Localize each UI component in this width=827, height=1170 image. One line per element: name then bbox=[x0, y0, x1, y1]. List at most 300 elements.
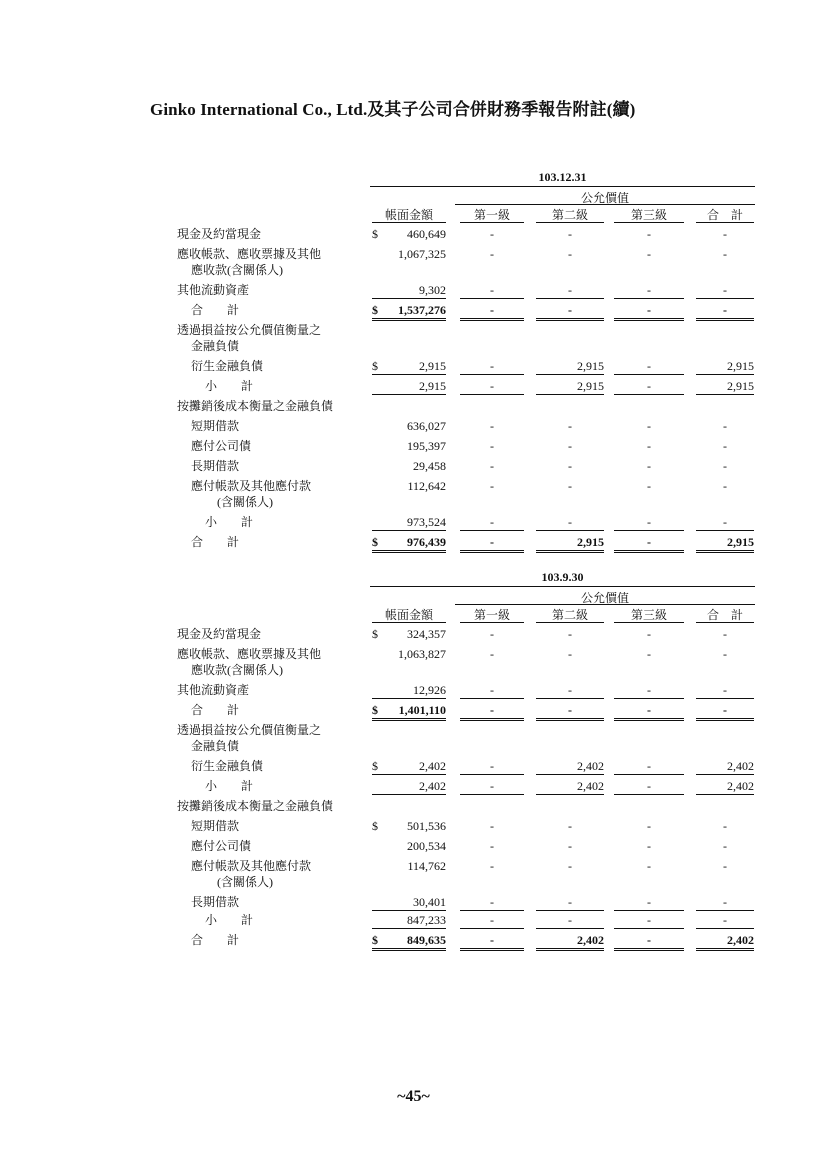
cell-value: - bbox=[490, 227, 494, 241]
row-label-line: 按攤銷後成本衡量之金融負債 bbox=[177, 399, 334, 413]
level2-cell bbox=[536, 534, 604, 553]
cell-value: - bbox=[568, 819, 572, 833]
cell-value: 2,915 bbox=[727, 359, 754, 373]
cell-value: - bbox=[647, 479, 651, 493]
cell-value: - bbox=[723, 819, 727, 833]
cell-value: - bbox=[568, 683, 572, 697]
row-label-line: 應付公司債 bbox=[191, 439, 252, 453]
level3-cell bbox=[614, 358, 684, 375]
cell-value: 1,067,325 bbox=[398, 247, 446, 261]
table-row bbox=[0, 226, 827, 244]
row-label-line: 小 計 bbox=[205, 379, 254, 393]
row-label-line: 應付公司債 bbox=[191, 839, 252, 853]
carrying-amount-cell bbox=[372, 626, 446, 642]
fair-value-rule bbox=[455, 604, 755, 605]
table-row bbox=[0, 682, 827, 700]
cell-value: - bbox=[647, 247, 651, 261]
cell-value: - bbox=[723, 859, 727, 873]
cell-value: 501,536 bbox=[407, 819, 446, 833]
level3-header: 第三級 bbox=[614, 608, 684, 623]
carrying-amount-cell bbox=[372, 912, 446, 929]
row-label bbox=[191, 302, 239, 318]
level2-cell bbox=[536, 282, 604, 299]
cell-value: - bbox=[647, 647, 651, 661]
level2-cell bbox=[536, 358, 604, 375]
level2-cell bbox=[536, 682, 604, 699]
level3-cell bbox=[614, 302, 684, 321]
level3-cell bbox=[614, 778, 684, 795]
level3-cell bbox=[614, 418, 684, 434]
row-label-line: 合 計 bbox=[191, 303, 240, 317]
table-row bbox=[0, 398, 827, 416]
level2-cell bbox=[536, 912, 604, 929]
level3-cell bbox=[614, 458, 684, 474]
table-row bbox=[0, 626, 827, 644]
level1-header: 第一級 bbox=[460, 208, 524, 223]
currency-symbol: $ bbox=[372, 759, 378, 773]
table-date: 103.9.30 bbox=[541, 570, 584, 584]
level1-cell bbox=[460, 478, 524, 494]
row-label-line: 小 計 bbox=[205, 913, 254, 927]
row-label bbox=[177, 322, 321, 354]
carrying-amount-cell bbox=[372, 438, 446, 454]
level3-cell bbox=[614, 226, 684, 242]
cell-value: - bbox=[490, 303, 494, 317]
level1-cell bbox=[460, 302, 524, 321]
cell-value: - bbox=[647, 627, 651, 641]
cell-value: - bbox=[490, 419, 494, 433]
total-cell bbox=[696, 818, 754, 834]
total-cell bbox=[696, 702, 754, 721]
table-row bbox=[0, 646, 827, 677]
table-row bbox=[0, 858, 827, 889]
total-cell bbox=[696, 778, 754, 795]
cell-value: - bbox=[723, 839, 727, 853]
level1-cell bbox=[460, 226, 524, 242]
cell-value: 2,402 bbox=[577, 759, 604, 773]
total-cell bbox=[696, 246, 754, 262]
row-label-line: 合 計 bbox=[191, 703, 240, 717]
currency-symbol: $ bbox=[372, 627, 378, 641]
row-label bbox=[177, 398, 333, 414]
row-label-line: 應收款(含關係人) bbox=[191, 263, 283, 277]
cell-value: - bbox=[723, 247, 727, 261]
level2-cell bbox=[536, 246, 604, 262]
level1-cell bbox=[460, 912, 524, 929]
cell-value: - bbox=[647, 683, 651, 697]
level3-cell bbox=[614, 478, 684, 494]
row-label bbox=[191, 358, 263, 374]
level3-cell bbox=[614, 682, 684, 699]
carrying-amount-cell bbox=[372, 378, 446, 395]
table-date: 103.12.31 bbox=[538, 170, 587, 184]
level3-cell bbox=[614, 932, 684, 951]
row-label bbox=[191, 838, 251, 854]
table-row bbox=[0, 458, 827, 476]
row-label bbox=[191, 438, 251, 454]
cell-value: - bbox=[647, 779, 651, 793]
carrying-amount-cell bbox=[372, 246, 446, 262]
row-label-line: 按攤銷後成本衡量之金融負債 bbox=[177, 799, 334, 813]
table-row bbox=[0, 778, 827, 796]
level1-cell bbox=[460, 818, 524, 834]
table-row bbox=[0, 702, 827, 720]
cell-value: - bbox=[568, 419, 572, 433]
currency-symbol: $ bbox=[372, 535, 378, 549]
cell-value: - bbox=[568, 859, 572, 873]
total-cell bbox=[696, 912, 754, 929]
cell-value: 2,402 bbox=[577, 933, 604, 947]
currency-symbol: $ bbox=[372, 227, 378, 241]
level2-cell bbox=[536, 418, 604, 434]
carrying-amount-cell bbox=[372, 858, 446, 874]
cell-value: - bbox=[723, 479, 727, 493]
row-label-line: 應付帳款及其他應付款 bbox=[191, 479, 312, 493]
cell-value: - bbox=[723, 515, 727, 529]
cell-value: - bbox=[490, 439, 494, 453]
level3-cell bbox=[614, 626, 684, 642]
cell-value: - bbox=[647, 703, 651, 717]
level1-cell bbox=[460, 514, 524, 531]
carrying-amount-cell bbox=[372, 358, 446, 375]
level1-cell bbox=[460, 458, 524, 474]
table-row bbox=[0, 932, 827, 950]
level2-cell bbox=[536, 894, 604, 911]
row-label bbox=[191, 534, 239, 550]
row-label-line: 長期借款 bbox=[191, 895, 240, 909]
cell-value: - bbox=[647, 759, 651, 773]
level2-cell bbox=[536, 778, 604, 795]
table-row bbox=[0, 358, 827, 376]
cell-value: 2,915 bbox=[577, 359, 604, 373]
table-row bbox=[0, 378, 827, 396]
row-label-line: 應收帳款、應收票據及其他 bbox=[177, 647, 322, 661]
cell-value: - bbox=[568, 303, 572, 317]
cell-value: - bbox=[568, 839, 572, 853]
cell-value: - bbox=[647, 439, 651, 453]
level3-cell bbox=[614, 702, 684, 721]
level3-cell bbox=[614, 758, 684, 775]
cell-value: - bbox=[647, 839, 651, 853]
row-label bbox=[177, 722, 321, 754]
level1-cell bbox=[460, 418, 524, 434]
carrying-amount-cell bbox=[372, 932, 446, 951]
cell-value: - bbox=[723, 419, 727, 433]
table-row bbox=[0, 322, 827, 353]
table-row bbox=[0, 818, 827, 836]
carrying-amount-cell bbox=[372, 418, 446, 434]
table-row bbox=[0, 534, 827, 552]
level1-cell bbox=[460, 534, 524, 553]
level2-cell bbox=[536, 226, 604, 242]
row-label-line: 長期借款 bbox=[191, 459, 240, 473]
table-row bbox=[0, 302, 827, 320]
level1-cell bbox=[460, 626, 524, 642]
level1-cell bbox=[460, 838, 524, 854]
row-label bbox=[177, 798, 333, 814]
level2-cell bbox=[536, 302, 604, 321]
cell-value: 2,402 bbox=[419, 759, 446, 773]
cell-value: 636,027 bbox=[407, 419, 446, 433]
cell-value: - bbox=[568, 439, 572, 453]
carrying-amount-cell bbox=[372, 818, 446, 834]
level1-cell bbox=[460, 858, 524, 874]
row-label-line: 短期借款 bbox=[191, 819, 240, 833]
cell-value: - bbox=[647, 819, 651, 833]
row-label bbox=[191, 932, 239, 948]
level2-cell bbox=[536, 514, 604, 531]
cell-value: - bbox=[568, 247, 572, 261]
row-label bbox=[177, 646, 321, 678]
level3-cell bbox=[614, 534, 684, 553]
level1-cell bbox=[460, 378, 524, 395]
row-label bbox=[205, 778, 253, 794]
cell-value: - bbox=[490, 359, 494, 373]
cell-value: - bbox=[647, 303, 651, 317]
carrying-amount-cell bbox=[372, 226, 446, 242]
row-label-line: 金融負債 bbox=[191, 339, 240, 353]
row-label bbox=[177, 226, 261, 242]
fair-value-header: 公允價值 bbox=[580, 191, 629, 205]
level3-cell bbox=[614, 646, 684, 662]
cell-value: - bbox=[490, 779, 494, 793]
level3-cell bbox=[614, 438, 684, 454]
cell-value: 195,397 bbox=[407, 439, 446, 453]
level3-cell bbox=[614, 838, 684, 854]
page-number: ~45~ bbox=[397, 1088, 430, 1105]
carrying-amount-cell bbox=[372, 682, 446, 699]
cell-value: - bbox=[723, 627, 727, 641]
row-label bbox=[177, 626, 261, 642]
cell-value: 324,357 bbox=[407, 627, 446, 641]
cell-value: 200,534 bbox=[407, 839, 446, 853]
total-cell bbox=[696, 226, 754, 242]
total-header: 合 計 bbox=[696, 608, 754, 623]
table-row bbox=[0, 722, 827, 753]
row-label-line: 衍生金融負債 bbox=[191, 359, 264, 373]
level1-header: 第一級 bbox=[460, 608, 524, 623]
total-cell bbox=[696, 458, 754, 474]
total-cell bbox=[696, 838, 754, 854]
row-label-line: 合 計 bbox=[191, 535, 240, 549]
row-label bbox=[205, 912, 253, 928]
cell-value: - bbox=[647, 933, 651, 947]
level1-cell bbox=[460, 682, 524, 699]
carrying-amount-cell bbox=[372, 534, 446, 553]
table-row bbox=[0, 798, 827, 816]
cell-value: 2,915 bbox=[727, 535, 754, 549]
level1-cell bbox=[460, 282, 524, 299]
cell-value: - bbox=[723, 283, 727, 297]
level1-cell bbox=[460, 758, 524, 775]
row-label-line: 現金及約當現金 bbox=[177, 627, 262, 641]
total-cell bbox=[696, 282, 754, 299]
cell-value: - bbox=[647, 859, 651, 873]
page-title: Ginko International Co., Ltd.及其子公司合併財務季報告附註(續) bbox=[150, 100, 636, 119]
carrying-amount-header: 帳面金額 bbox=[372, 208, 446, 223]
row-label bbox=[177, 682, 249, 698]
cell-value: 976,439 bbox=[407, 535, 446, 549]
table-row bbox=[0, 246, 827, 277]
cell-value: - bbox=[568, 479, 572, 493]
currency-symbol: $ bbox=[372, 819, 378, 833]
cell-value: 2,402 bbox=[577, 779, 604, 793]
header-rule bbox=[370, 186, 755, 187]
row-label-line: 其他流動資產 bbox=[177, 683, 250, 697]
cell-value: 2,402 bbox=[727, 759, 754, 773]
total-cell bbox=[696, 302, 754, 321]
row-label-line: 衍生金融負債 bbox=[191, 759, 264, 773]
cell-value: - bbox=[723, 439, 727, 453]
row-label bbox=[205, 378, 253, 394]
level2-cell bbox=[536, 458, 604, 474]
level2-header: 第二級 bbox=[536, 608, 604, 623]
level3-header: 第三級 bbox=[614, 208, 684, 223]
total-cell bbox=[696, 534, 754, 553]
row-label-line: 透過損益按公允價值衡量之 bbox=[177, 723, 322, 737]
carrying-amount-cell bbox=[372, 302, 446, 321]
level2-cell bbox=[536, 478, 604, 494]
cell-value: - bbox=[490, 627, 494, 641]
cell-value: - bbox=[490, 759, 494, 773]
cell-value: - bbox=[647, 283, 651, 297]
level1-cell bbox=[460, 646, 524, 662]
cell-value: - bbox=[723, 227, 727, 241]
cell-value: - bbox=[568, 459, 572, 473]
row-label bbox=[191, 758, 263, 774]
cell-value: - bbox=[568, 283, 572, 297]
cell-value: - bbox=[568, 647, 572, 661]
total-cell bbox=[696, 894, 754, 911]
cell-value: - bbox=[568, 913, 572, 927]
row-label-line: 現金及約當現金 bbox=[177, 227, 262, 241]
carrying-amount-cell bbox=[372, 702, 446, 721]
total-cell bbox=[696, 758, 754, 775]
carrying-amount-cell bbox=[372, 458, 446, 474]
table-row bbox=[0, 838, 827, 856]
cell-value: - bbox=[490, 647, 494, 661]
cell-value: - bbox=[490, 703, 494, 717]
row-label-line: 短期借款 bbox=[191, 419, 240, 433]
row-label bbox=[177, 282, 249, 298]
cell-value: 2,915 bbox=[577, 379, 604, 393]
level3-cell bbox=[614, 378, 684, 395]
cell-value: 2,402 bbox=[727, 779, 754, 793]
cell-value: - bbox=[568, 227, 572, 241]
total-header: 合 計 bbox=[696, 208, 754, 223]
cell-value: - bbox=[647, 419, 651, 433]
row-label bbox=[205, 514, 253, 530]
cell-value: - bbox=[647, 895, 651, 909]
cell-value: - bbox=[490, 535, 494, 549]
cell-value: - bbox=[647, 459, 651, 473]
row-label-line: 應收帳款、應收票據及其他 bbox=[177, 247, 322, 261]
cell-value: - bbox=[647, 379, 651, 393]
row-label-line: 應付帳款及其他應付款 bbox=[191, 859, 312, 873]
cell-value: - bbox=[490, 683, 494, 697]
carrying-amount-header: 帳面金額 bbox=[372, 608, 446, 623]
row-label-line: (含關係人) bbox=[205, 875, 273, 889]
table-row bbox=[0, 912, 827, 930]
cell-value: 112,642 bbox=[407, 479, 446, 493]
table-row bbox=[0, 894, 827, 912]
level2-cell bbox=[536, 932, 604, 951]
cell-value: 12,926 bbox=[413, 683, 446, 697]
cell-value: - bbox=[490, 515, 494, 529]
level2-cell bbox=[536, 646, 604, 662]
row-label-line: 小 計 bbox=[205, 515, 254, 529]
cell-value: 973,524 bbox=[407, 515, 446, 529]
currency-symbol: $ bbox=[372, 359, 378, 373]
cell-value: 2,402 bbox=[419, 779, 446, 793]
cell-value: - bbox=[647, 359, 651, 373]
total-cell bbox=[696, 626, 754, 642]
total-cell bbox=[696, 478, 754, 494]
cell-value: - bbox=[490, 933, 494, 947]
cell-value: - bbox=[490, 859, 494, 873]
cell-value: 460,649 bbox=[407, 227, 446, 241]
cell-value: 2,915 bbox=[419, 379, 446, 393]
level3-cell bbox=[614, 894, 684, 911]
cell-value: - bbox=[647, 227, 651, 241]
carrying-amount-cell bbox=[372, 282, 446, 299]
cell-value: - bbox=[490, 839, 494, 853]
currency-symbol: $ bbox=[372, 303, 378, 317]
cell-value: - bbox=[490, 283, 494, 297]
level2-header: 第二級 bbox=[536, 208, 604, 223]
row-label-line: 應收款(含關係人) bbox=[191, 663, 283, 677]
row-label bbox=[191, 458, 239, 474]
level1-cell bbox=[460, 438, 524, 454]
cell-value: - bbox=[568, 627, 572, 641]
row-label-line: 透過損益按公允價值衡量之 bbox=[177, 323, 322, 337]
cell-value: 1,537,276 bbox=[398, 303, 446, 317]
level3-cell bbox=[614, 818, 684, 834]
carrying-amount-cell bbox=[372, 894, 446, 911]
row-label-line: 其他流動資產 bbox=[177, 283, 250, 297]
cell-value: - bbox=[647, 515, 651, 529]
cell-value: - bbox=[723, 913, 727, 927]
cell-value: 114,762 bbox=[407, 859, 446, 873]
cell-value: 2,915 bbox=[419, 359, 446, 373]
cell-value: - bbox=[647, 913, 651, 927]
cell-value: - bbox=[568, 515, 572, 529]
row-label bbox=[191, 478, 311, 510]
cell-value: - bbox=[647, 535, 651, 549]
cell-value: - bbox=[568, 895, 572, 909]
fair-value-rule bbox=[455, 204, 755, 205]
currency-symbol: $ bbox=[372, 933, 378, 947]
cell-value: - bbox=[723, 647, 727, 661]
row-label bbox=[177, 246, 321, 278]
level1-cell bbox=[460, 932, 524, 951]
header-rule bbox=[370, 586, 755, 587]
table-row bbox=[0, 282, 827, 300]
cell-value: - bbox=[723, 703, 727, 717]
fair-value-header: 公允價值 bbox=[580, 591, 629, 605]
cell-value: - bbox=[490, 247, 494, 261]
level3-cell bbox=[614, 514, 684, 531]
total-cell bbox=[696, 438, 754, 454]
cell-value: - bbox=[490, 913, 494, 927]
cell-value: 30,401 bbox=[413, 895, 446, 909]
level3-cell bbox=[614, 246, 684, 262]
carrying-amount-cell bbox=[372, 646, 446, 662]
level2-cell bbox=[536, 702, 604, 721]
level2-cell bbox=[536, 378, 604, 395]
row-label bbox=[191, 894, 239, 910]
cell-value: 1,063,827 bbox=[398, 647, 446, 661]
